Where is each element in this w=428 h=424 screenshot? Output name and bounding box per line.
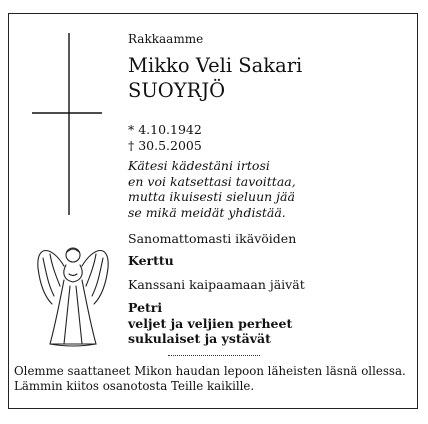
deceased-name: Mikko Veli Sakari (128, 54, 303, 77)
dotted-divider (168, 355, 260, 356)
poem-line: Kätesi kädestäni irtosi (128, 158, 270, 173)
poem-line: en voi katsettasi tavoittaa, (128, 173, 296, 189)
cross-icon (32, 33, 102, 215)
spouse-name: Kerttu (128, 253, 174, 268)
dates (128, 122, 202, 154)
relatives (128, 300, 292, 347)
relative-line: veljet ja veljien perheet (128, 315, 293, 331)
mourning-line: Sanomattomasti ikävöiden (128, 231, 297, 246)
salutation: Rakkaamme (128, 32, 204, 46)
death-date: † 30.5.2005 (128, 138, 202, 153)
footer-text: Olemme saattaneet Mikon haudan lepoon läheisten läsnä ollessa. Lämmin kiitos osanotosta Teille kaikille. (14, 364, 406, 393)
others-line: Kanssani kaipaamaan jäivät (128, 277, 305, 292)
deceased-surname: SUOYRJÖ (128, 79, 226, 102)
birth-date: * 4.10.1942 (128, 122, 202, 137)
poem-line: mutta ikuisesti sieluun jää (128, 189, 295, 204)
angel-icon (30, 240, 116, 348)
relative-line: sukulaiset ja ystävät (128, 331, 271, 346)
poem-line: se mikä meidät yhdistää. (128, 204, 286, 220)
poem (128, 158, 296, 220)
relative-line: Petri (128, 300, 163, 315)
